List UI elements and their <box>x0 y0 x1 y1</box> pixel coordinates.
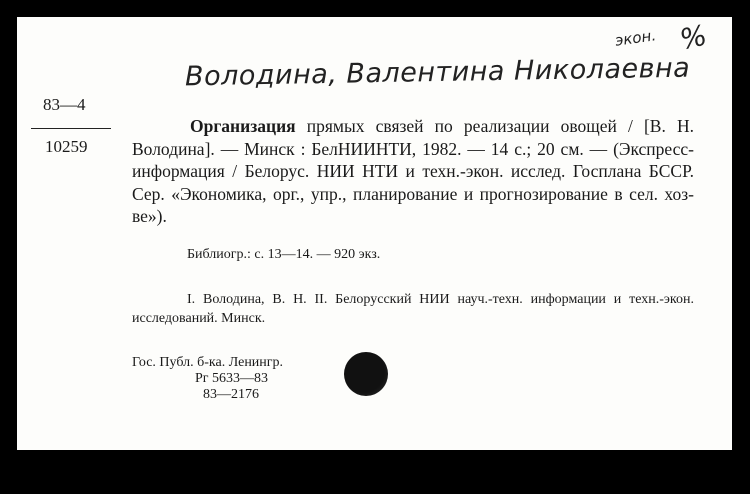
library-name: Гос. Публ. б-ка. Ленингр. <box>132 355 284 370</box>
call-number-divider <box>31 128 111 129</box>
handwritten-author-name: Володина, Валентина Николаевна <box>184 52 691 93</box>
subject-tracings: I. Володина, В. Н. II. Белорусский НИИ науч.-техн. информации и техн.-экон. исследований. Минск. <box>132 292 694 326</box>
handwritten-note: экон. <box>613 26 658 50</box>
library-registration: Рг 5633—83 <box>195 371 269 386</box>
ink-stamp <box>344 352 388 396</box>
entry-body: прямых связей по реализации овощей / [В. Н. Володина]. — Минск : БелНИИНТИ, 1982. — 14 с.; 20 см. — (Экспресс-информация / Белорус. НИИ НТИ и техн.-экон. исслед. Госплана БССР. Сер. «Экономика, орг., упр., планирование и прогнозирование в сел. хоз-ве»). <box>132 116 694 226</box>
library-number: 83—2176 <box>203 387 259 402</box>
handwritten-mark: % <box>676 18 710 57</box>
catalog-card <box>17 17 732 450</box>
entry-title-word: Организация <box>190 116 296 136</box>
call-number-bottom: 10259 <box>45 137 88 156</box>
call-number-top: 83—4 <box>43 95 86 114</box>
bibliographic-entry <box>132 115 694 228</box>
bibliography-note: Библиогр.: с. 13—14. — 920 экз. <box>187 247 381 262</box>
